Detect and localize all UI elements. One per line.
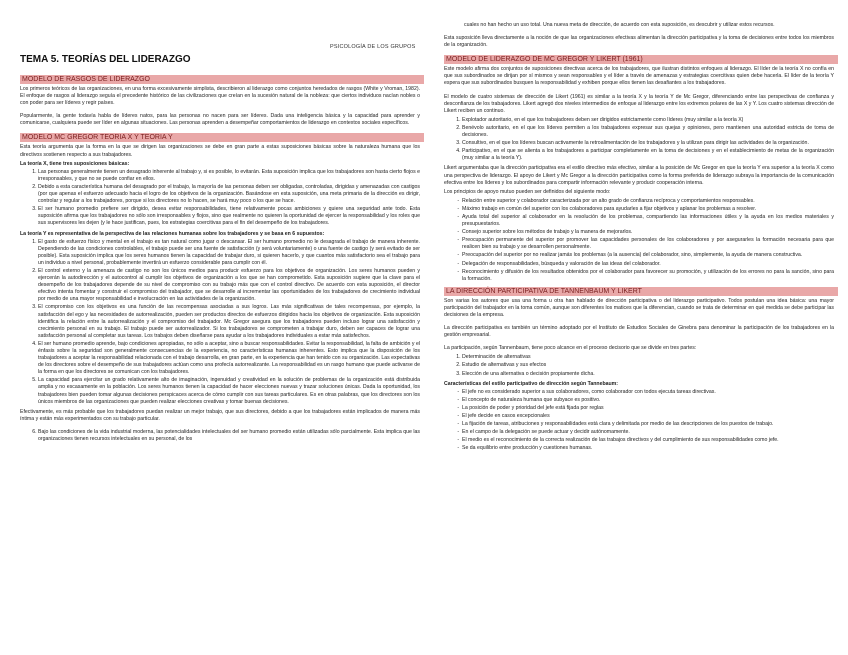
section-heading-likert: MODELO DE LIDERAZGO DE MC GREGOR Y LIKERT (1961) (444, 55, 838, 64)
list-item: 2. Estudio de alternativas y sus efectos (462, 362, 834, 369)
list-item: - Preocupación permanente del superior por promover las capacidades personales de los colaboradores y por asegurarles la formación necesaria para que realicen bien su trabajo y se desarrollen personalmente. (462, 237, 834, 251)
list-item: - La fijación de tareas, atribuciones y responsabilidades está clara y delimitada por medio de las descripciones de los puestos de trabajo. (462, 421, 834, 428)
section-heading-traits: MODELO DE RASGOS DE LIDERAZGO (20, 75, 424, 84)
paragraph: Esta teoría argumenta que la forma en la que se dirigen las organizaciones se debe en gran parte a estas suposiciones básicas sobre la naturaleza humana que los directivos sostienen respecto a sus trabajadores. (20, 144, 420, 158)
paragraph: Los principios de apoyo mutuo pueden ser definidos del siguiente modo: (444, 188, 611, 195)
list-item: 3. El ser humano promedio prefiere ser dirigido, desea evitar responsabilidades, tiene relativamente pocas ambiciones y quiere una seguridad ante todo. Esta suposición afirma que los trabajadores no sólo son irresponsables y flojos, sino que realmente no quieren la oportunidad de ejercer la responsabilidad y los roles que sus supervisores les dejen (y le hace justifican, pues, los estrategias coercitivas para el fin del desempeño de los trabajadores. (38, 206, 420, 227)
list-item: - Se da equilibrio entre producción y cuestiones humanas. (462, 445, 834, 452)
characteristics-list (444, 389, 834, 453)
list-item: 6. Bajo las condiciones de la vida industrial moderna, las potencialidades intelectuales del ser humano promedio están utilizadas sólo parcialmente. Esta implica que las organizaciones tienen recursos intelectuales en su personal, de los (38, 429, 420, 443)
paragraph: La dirección participativa es también un término adoptado por el Instituto de Estudios Sociales de Ginebra para denominar la participación de los trabajadores en la gestión empresarial. (444, 325, 834, 339)
list-item: - El jefe no es considerado superior a sus colaboradores, como colaborador con todos ejecuta tareas directivas. (462, 389, 834, 396)
list-item: 1. Determinación de alternativas (462, 354, 834, 361)
page-title: TEMA 5. TEORÍAS DEL LIDERAZGO (20, 54, 191, 65)
characteristics-heading: Características del estilo participativo de dirección según Tannebaum: (444, 380, 619, 387)
theory-y-heading: La teoría Y es representativa de la perspectiva de las relaciones humanas sobre los trabajadores y se basa en 6 supuestos: (20, 230, 325, 237)
mutual-support-list (444, 198, 834, 283)
list-item: 2. Debido a esta característica humana del desagrado por el trabajo, la mayoría de las personas deben ser obligadas, controladas, dirigidas y amenazadas con castigos (por que apenas el esfuerzo adecuado hacia el logro de los objetivos de la organización. Basándose en esta suposición, una meta primaria de la dirección es dirigir, controlar y regular a los trabajadores, porque si los directores no lo hacen, se hará muy poco o los que se hace. (38, 184, 420, 205)
list-item: - Delegación de responsabilidades, búsqueda y valoración de las ideas del colaborador. (462, 261, 834, 268)
right-column (444, 22, 834, 456)
paragraph: Esta suposición lleva directamente a la noción de que las organizaciones efectivas alimentan la dirección participativa y la toma de decisiones entre todos los miembros de la organización. (444, 35, 834, 49)
list-item: - Relación entre superior y colaborador caracterizada por un alto grado de confianza recíproca y comportamientos responsables. (462, 198, 834, 205)
paragraph: Este modelo afirma dos conjuntos de suposiciones directivas acerca de los trabajadores, que ilustran distintos enfoques al liderazgo. El líder de la teoría X no confía en que sus subordinados se dirijan por sí mismos y sean responsables y el líder a través de amenazas y estrategias coercitivas quien debe hacerla. El líder de la teoría Y espera que sus subordinados busquen la responsabilidad y exhiben porque ellos tienen las desafiantes a los trabajadores. (444, 66, 834, 87)
list-item: 1. Las personas generalmente tienen un desagrado inherente al trabajo y, si es posible, lo evitarán. Esta suposición implica que los trabajadores son hasta cierto flojos e irresponsables, y que no se puede confiar en ellos. (38, 169, 420, 183)
theory-x-list (20, 169, 420, 228)
list-item: 2. Benévolo autoritario, en el que los líderes permiten a los trabajadores expresar sus quejas y opiniones, pero mantienen una autoridad estricta de toma de decisiones. (462, 125, 834, 139)
paragraph: cuales no han hecho un uso total. Una nueva meta de dirección, de acuerdo con esta suposición, es descubrir y utilizar estos recursos. (464, 22, 775, 28)
decision-phases-list (444, 354, 834, 377)
list-item: 4. Participativo, en el que se alienta a los trabajadores a participar completamente en la toma de decisiones y en el establecimiento de metas de la organización (muy similar a la teoría Y). (462, 148, 834, 162)
list-item: 1. El gasto de esfuerzo físico y mental en el trabajo es tan natural como jugar o descansar. El ser humano promedio no le desagrada el trabajo de manera inherente. Dependiendo de las condiciones controlables, el trabajo puede ser una fuente de satisfacción (y será voluntariamente) o una fuente de castigo (y será evitado de ser posible). Esta suposición implica que los seres humanos tienen la capacidad de trabajar duro, si quieren hacerlo, y que cuantos más satisfactorio sea el trabajo para un individuo a nivel personal, probablemente invertirá un esfuerzo considerable para cumplir con él. (38, 239, 420, 267)
list-item: - El jefe decide en casos excepcionales (462, 413, 834, 420)
paragraph: Los primeros teóricos de las organizaciones, en una forma excesivamente simplista, describieron al liderazgo como conjuntos heredados de rasgos (White y Vroman, 1982). El enfoque de rasgos al liderazgo seguía el precedente histórico de las civilizaciones que creían en la sucesión natural de la nobleza: que ciertos individuos nacían nobles o con poder para ser líderes y regir países. (20, 86, 420, 107)
list-item: - La posición de poder y prioridad del jefe está fijada por reglas (462, 405, 834, 412)
list-item: - Ayuda total del superior al colaborador en la resolución de los problemas, compartiendo las informaciones útiles y la ayuda en los medios materiales y presupuestarios. (462, 214, 834, 228)
list-item: - Consejo superior sobre los métodos de trabajo y la manera de mejorarlos. (462, 229, 834, 236)
list-item: 4. El ser humano promedio aprende, bajo condiciones apropiadas, no sólo a aceptar, sino a buscar responsabilidades. Evitar la responsabilidad, la falta de ambición y el énfasis sobre la seguridad son generalmente consecuencias de la experiencia, no características humanas inherentes. Esto implica que la disposición de los trabajadores a aceptar la responsabilidad relacionada con el trabajo desarrolla, en gran parte, en la experiencia que han tenido con su organización. Las expectativas de los directores sobre el desempeño de sus trabajadores actúan como una profecía autorrealizante. La responsabilidad es un rasgo humano que puede activarse de la forma en que los directores se comunican con los trabajadores. (38, 341, 420, 376)
theory-x-heading: La teoría X, tiene tres suposiciones básicas: (20, 160, 130, 167)
list-item: 3. Elección de una alternativa o decisión propiamente dicha. (462, 371, 834, 378)
list-item: 5. La capacidad para ejercitar un grado relativamente alto de imaginación, ingenuidad y creatividad en la solución de problemas de la organización está distribuida amplia y no escasamente en la población. Los seres humanos tienen la capacidad de hacer elecciones nuevas y trazar soluciones únicas. Dada la oportunidad, los trabajadores bien pueden tomar algunas decisiones perspicaces acerca de cómo cumplir con sus tareas particulares. Es en otras palabras, que los directores son los únicos miembros de las organizaciones que pueden realizar elecciones creativas y tomar buenas decisiones. (38, 377, 420, 405)
list-item: - Reconocimiento y difusión de los resultados obtenidos por el colaborador para favorecer su promoción, y utilización de los errores no para la sanción, sino para la formación. (462, 269, 834, 283)
likert-systems-list (444, 117, 834, 163)
list-item: 2. El control externo y la amenaza de castigo no son los únicos medios para producir esfuerzo para los objetivos de organización. Los seres humanos pueden y ejercerán la autodirección y el autocontrol al cumplir los objetivos de organización a los que se han comprometido. Esta suposición sugiere que la clave para el desempeño de los trabajadores depende de su nivel de compromiso con su trabajo más que con el control directivo. De acuerdo con esta suposición, el director efectivo intenta fomentar y construir el compromiso del trabajador, que se desarrolle al incrementar las oportunidades de los trabajadores de crecimiento individual por medio de una mayor responsabilidad e involucración en las actividades de la organización. (38, 268, 420, 303)
list-item: - Preocupación del superior por no realizar jamás los problemas (a la ausencia) del colaborador, sino, simplemente, la ayuda de manera constructiva. (462, 252, 834, 259)
list-item: 3. El compromiso con los objetivos es una función de las recompensas asociadas a sus logros. Las más significativas de tales recompensas, por ejemplo, la satisfacción del ego y las necesidades de autorrealización, pueden ser productos directos de esfuerzos dirigidos hacia los objetivos de organización. Esta suposición identifica la relación entre la autorrealización y el compromiso del trabajador. Mc Gregor asegura que los trabajadores pueden incluso lograr una satisfacción y crecimiento personal en su trabajo. El trabajo puede ser autorrealizador. Si los trabajadores se comprometen a trabajar duro, deben ser capaces de lograr una satisfacción personal al completar sus tareas. Los trabajos deben diseñarse para ayudar a los trabajadores individuales a estar más satisfechos. (38, 304, 420, 339)
paragraph: El modelo de cuatro sistemas de dirección de Likert (1961) es similar a la teoría X y la teoría Y de Mc Gregor, diferenciando entre las perspectivas de confianza y desconfianza de los trabajadores. Likert agregó dos niveles intermedios de enfoque al liderazgo entre los extremos polares de las X y Y. Los cuatro sistemas dirección de Likert reciben un continuo. (444, 93, 834, 114)
list-item: - Máximo trabajo en común del superior con los colaboradores para ayudarles a fijar objetivos y aplanar los problemas a resolver. (462, 206, 834, 213)
list-item: - El concepto de naturaleza humana que subyace es positivo. (462, 397, 834, 404)
list-item: 1. Explotador autoritario, en el que los trabajadores deben ser dirigidos estrictamente como líderes (muy similar a la teoría X) (462, 117, 834, 124)
list-item: - En el campo de la delegación se puede actuar y decidir autónomamente. (462, 429, 834, 436)
theory-y-list-cont (20, 429, 420, 443)
theory-y-list (20, 239, 420, 406)
paragraph: Efectivamente, es más probable que los trabajadores puedan realizar un mejor trabajo, que sus directores, debido a que los trabajadores están implicados de manera más íntima y están más experimentados con su trabajo particular. (20, 408, 420, 422)
running-header: PSICOLOGÍA DE LOS GRUPOS (330, 44, 416, 50)
paragraph: Popularmente, la gente todavía habla de líderes natos, para las personas no nacen para ser líderes. Dada una inteligencia básica y la capacidad para aprender y comunicarse, cualquiera puede ser líder en algunas situaciones. Las personas aprenden a desempeñar comportamientos de liderazgo en contextos sociales específicos. (20, 113, 420, 127)
section-heading-mcgregor: MODELO MC GREGOR TEORIA X Y TEORIA Y (20, 133, 424, 142)
paragraph: La participación, según Tannenbaum, tiene poco alcance en el proceso decisorio que se divide en tres partes: (444, 345, 697, 352)
paragraph: Likert argumentaba que la dirección participativa era el estilo directivo más efectivo, similar a la posición de Mc Gregor en que la teoría Y era superior a la teoría X como una perspectiva de liderazgo. El apoyo de Likert y Mc Gregor a la dirección participativa como la forma preferida de liderazgo subraya la importancia de la comunicación efectiva entre los líderes y los subordinados para compartir información relevante y producir cooperación interna. (444, 165, 834, 186)
list-item: - El medio es el reconocimiento de la correcta realización de las trabajos directivos y del cumplimiento de sus responsabilidades como jefe. (462, 437, 834, 444)
left-column (20, 24, 420, 446)
section-heading-participative: LA DIRECCIÓN PARTICIPATIVA DE TANNENBAUM Y LIKERT (444, 287, 838, 296)
paragraph: Son varias los autores que usa una forma u otra han hablado de dirección participativa o del liderazgo participativo. Todos postulan una idea básica: una mayor participación del trabajador en la toma común, aunque son diferentes los matices que la diferencian, cuando se trata de determinar en qué medida se debe participar las decisiones de la empresa. (444, 297, 834, 318)
list-item: 3. Consultivo, en el que los líderes buscan activamente la retroalimentación de los trabajadores y la utilizan para dirigir las actividades de la organización. (462, 140, 834, 147)
